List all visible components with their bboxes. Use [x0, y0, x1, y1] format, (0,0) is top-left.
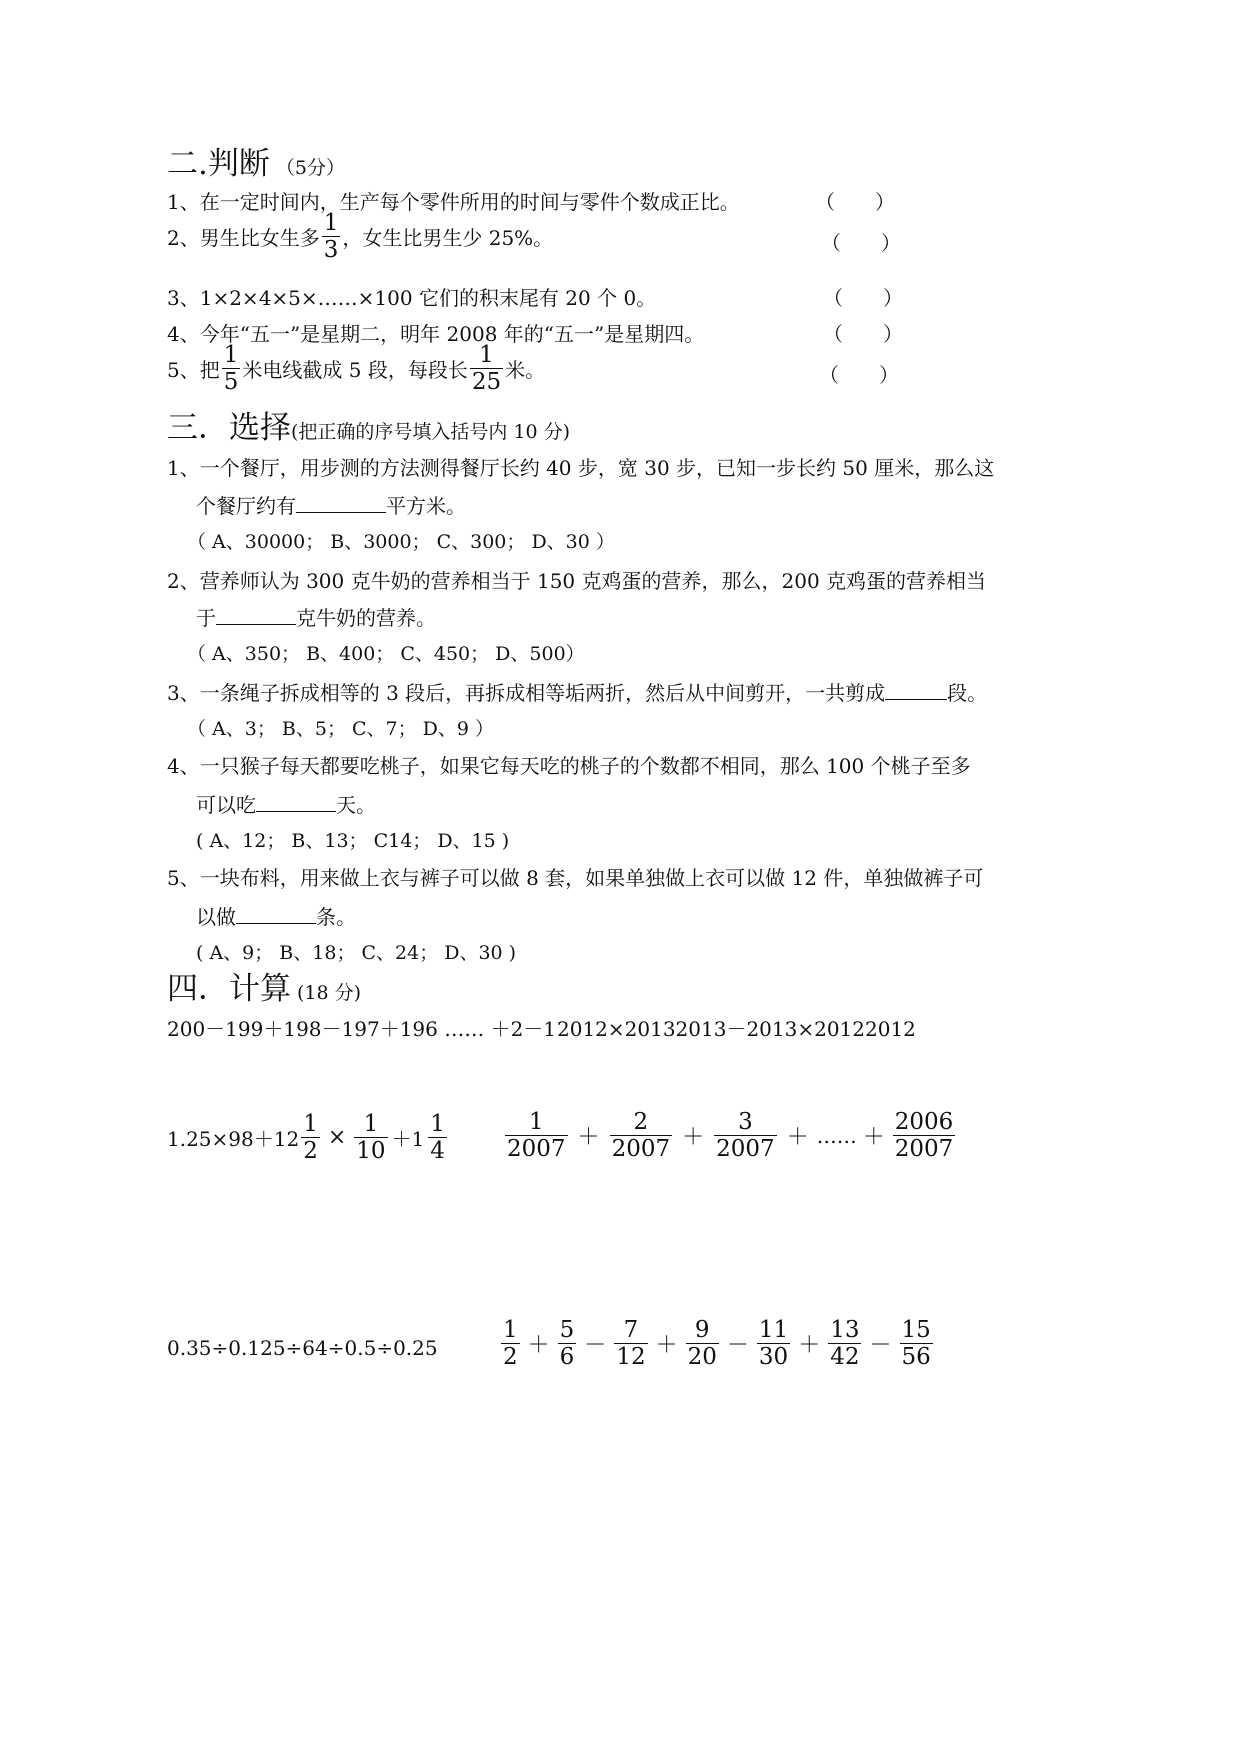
- choose-item-3-options: （ A、3； B、5； C、7； D、9 ）: [187, 718, 495, 740]
- numerator: 1: [363, 1111, 379, 1137]
- numerator: 9: [694, 1317, 710, 1343]
- question-text: 克牛奶的营养。: [296, 606, 436, 630]
- section-title-text: 四．计算: [167, 971, 291, 1007]
- judge-item-3: 3、1×2×4×5×……×100 它们的积末尾有 20 个 0。: [167, 286, 657, 310]
- fraction: [558, 1318, 577, 1369]
- plus-operator: ＋: [682, 1125, 705, 1151]
- numerator: 2: [633, 1109, 649, 1135]
- numerator: 1: [430, 1111, 445, 1137]
- denominator: 10: [356, 1138, 386, 1165]
- fraction: [893, 1110, 956, 1161]
- numerator: 5: [559, 1317, 575, 1343]
- question-text: 米。: [505, 358, 546, 383]
- fraction: [610, 1110, 673, 1161]
- answer-paren-4[interactable]: （ ）: [823, 322, 903, 346]
- choose-item-1-options: （ A、30000； B、3000； C、300； D、30 ）: [187, 531, 615, 553]
- calc-expression-6: [499, 1318, 935, 1369]
- numerator: 3: [738, 1109, 753, 1135]
- fraction: [900, 1318, 933, 1369]
- numerator: 7: [623, 1317, 639, 1343]
- section-title-text: 三．选择: [167, 410, 291, 446]
- section-score: (18 分): [297, 982, 362, 1004]
- section-title-text: 二.判断: [167, 146, 270, 182]
- question-text: 以做: [196, 905, 236, 929]
- operator: ＋: [798, 1333, 821, 1359]
- choose-item-5-line-2: [196, 901, 356, 930]
- ellipsis: ……: [816, 1123, 857, 1148]
- operator: －: [584, 1333, 607, 1359]
- question-text: 段。: [947, 681, 988, 705]
- operator: ×: [327, 1125, 347, 1151]
- denominator: 2007: [894, 1136, 954, 1163]
- numerator: 2006: [894, 1109, 954, 1135]
- numerator: 1: [528, 1109, 544, 1135]
- operator: －: [869, 1333, 892, 1359]
- answer-blank[interactable]: [256, 810, 336, 812]
- fraction: [354, 1112, 387, 1163]
- fraction: [505, 1110, 568, 1161]
- question-text: 天。: [336, 793, 376, 817]
- expression-text: 1.25×98＋12: [167, 1127, 300, 1152]
- denominator: 4: [430, 1138, 445, 1165]
- plus-operator: ＋: [577, 1125, 600, 1151]
- answer-paren-5[interactable]: （ ）: [819, 363, 899, 387]
- numerator: 1: [479, 342, 494, 368]
- fraction: [470, 343, 503, 394]
- section-judge-title: [167, 138, 345, 183]
- denominator: 6: [559, 1344, 575, 1371]
- expression-text: ＋1: [391, 1127, 425, 1152]
- choose-item-2-line-2: [196, 602, 436, 631]
- question-text: 个餐厅约有: [196, 494, 296, 518]
- numerator: 11: [758, 1317, 789, 1343]
- question-text: 可以吃: [196, 793, 256, 817]
- operator: ＋: [655, 1333, 678, 1359]
- choose-item-4-line-2: [196, 789, 376, 818]
- fraction: [828, 1318, 861, 1369]
- denominator: 30: [758, 1344, 789, 1371]
- section-choose-title: [167, 402, 570, 447]
- question-text: 5、把: [167, 358, 220, 383]
- judge-item-2: [167, 211, 553, 262]
- denominator: 42: [830, 1344, 860, 1371]
- question-text: 2、男生比女生多: [167, 226, 320, 251]
- calc-expression-2: 2012×20132013－2013×20122012: [557, 1017, 916, 1041]
- question-text: 条。: [316, 905, 356, 929]
- judge-item-5: [167, 343, 545, 394]
- numerator: 15: [901, 1317, 931, 1343]
- fraction: [686, 1318, 719, 1369]
- denominator: 25: [471, 369, 502, 396]
- calc-expression-1: 200－199＋198－197＋196 …… ＋2－1: [167, 1017, 557, 1041]
- question-text: 米电线截成 5 段，每段长: [242, 358, 468, 383]
- denominator: 20: [687, 1344, 717, 1371]
- plus-operator: ＋: [786, 1125, 809, 1151]
- section-score: （5分）: [275, 157, 345, 179]
- answer-paren-1[interactable]: （ ）: [815, 190, 895, 214]
- calc-expression-4: [503, 1110, 957, 1161]
- choose-item-5-line-1: 5、一块布料，用来做上衣与裤子可以做 8 套，如果单独做上衣可以做 12 件，单独做裤子可: [167, 866, 984, 890]
- question-text: ，女生比男生少 25%。: [342, 226, 554, 251]
- calc-expression-3: [167, 1112, 449, 1163]
- judge-item-4: 4、今年“五一”是星期二，明年 2008 年的“五一”是星期四。: [167, 322, 705, 346]
- denominator: 2007: [716, 1136, 775, 1163]
- numerator: 13: [830, 1317, 860, 1343]
- answer-blank[interactable]: [236, 922, 316, 924]
- section-calc-title: [167, 963, 361, 1008]
- judge-item-1: 1、在一定时间内，生产每个零件所用的时间与零件个数成正比。: [167, 190, 740, 214]
- choose-item-2-line-1: 2、营养师认为 300 克牛奶的营养相当于 150 克鸡蛋的营养，那么，200 克鸡蛋的营养相当: [167, 569, 987, 593]
- denominator: 2: [303, 1138, 318, 1165]
- denominator: 2007: [507, 1136, 566, 1163]
- numerator: 1: [303, 1111, 318, 1137]
- denominator: 3: [323, 237, 339, 264]
- denominator: 56: [901, 1344, 931, 1371]
- denominator: 5: [223, 369, 239, 396]
- fraction: [222, 343, 241, 394]
- choose-item-3: [167, 677, 987, 706]
- denominator: 2: [503, 1344, 518, 1371]
- numerator: 1: [503, 1317, 518, 1343]
- numerator: 1: [323, 210, 339, 236]
- calc-expression-5: 0.35÷0.125÷64÷0.5÷0.25: [167, 1336, 438, 1360]
- fraction: [501, 1318, 520, 1369]
- denominator: 12: [616, 1344, 646, 1371]
- choose-item-2-options: （ A、350； B、400； C、450； D、500）: [187, 643, 585, 665]
- choose-item-5-options: ( A、9； B、18； C、24； D、30 ): [196, 942, 517, 964]
- choose-item-1-line-2: [196, 490, 466, 519]
- fraction: [301, 1112, 320, 1163]
- answer-paren-2[interactable]: （ ）: [821, 231, 901, 255]
- choose-item-4-options: ( A、12； B、13； C14； D、15 ): [196, 830, 510, 852]
- fraction: [322, 211, 341, 262]
- answer-paren-3[interactable]: （ ）: [823, 286, 903, 310]
- answer-blank[interactable]: [216, 623, 296, 625]
- choose-item-1-line-1: 1、一个餐厅，用步测的方法测得餐厅长约 40 步，宽 30 步，已知一步长约 50 厘米，那么这: [167, 456, 995, 480]
- section-score: (把正确的序号填入括号内 10 分): [291, 421, 571, 443]
- numerator: 1: [223, 342, 239, 368]
- fraction: [614, 1318, 647, 1369]
- answer-blank[interactable]: [296, 511, 386, 513]
- question-text: 平方米。: [386, 494, 466, 518]
- operator: ＋: [527, 1333, 550, 1359]
- operator: －: [726, 1333, 749, 1359]
- plus-operator: ＋: [862, 1125, 885, 1151]
- choose-item-4-line-1: 4、一只猴子每天都要吃桃子，如果它每天吃的桃子的个数都不相同，那么 100 个桃子至多: [167, 754, 971, 778]
- answer-blank[interactable]: [885, 698, 947, 700]
- fraction: [428, 1112, 447, 1163]
- fraction: [714, 1110, 777, 1161]
- question-text: 3、一条绳子拆成相等的 3 段后，再拆成相等垢两折，然后从中间剪开，一共剪成: [167, 681, 886, 705]
- fraction: [757, 1318, 790, 1369]
- denominator: 2007: [611, 1136, 671, 1163]
- question-text: 于: [196, 606, 216, 630]
